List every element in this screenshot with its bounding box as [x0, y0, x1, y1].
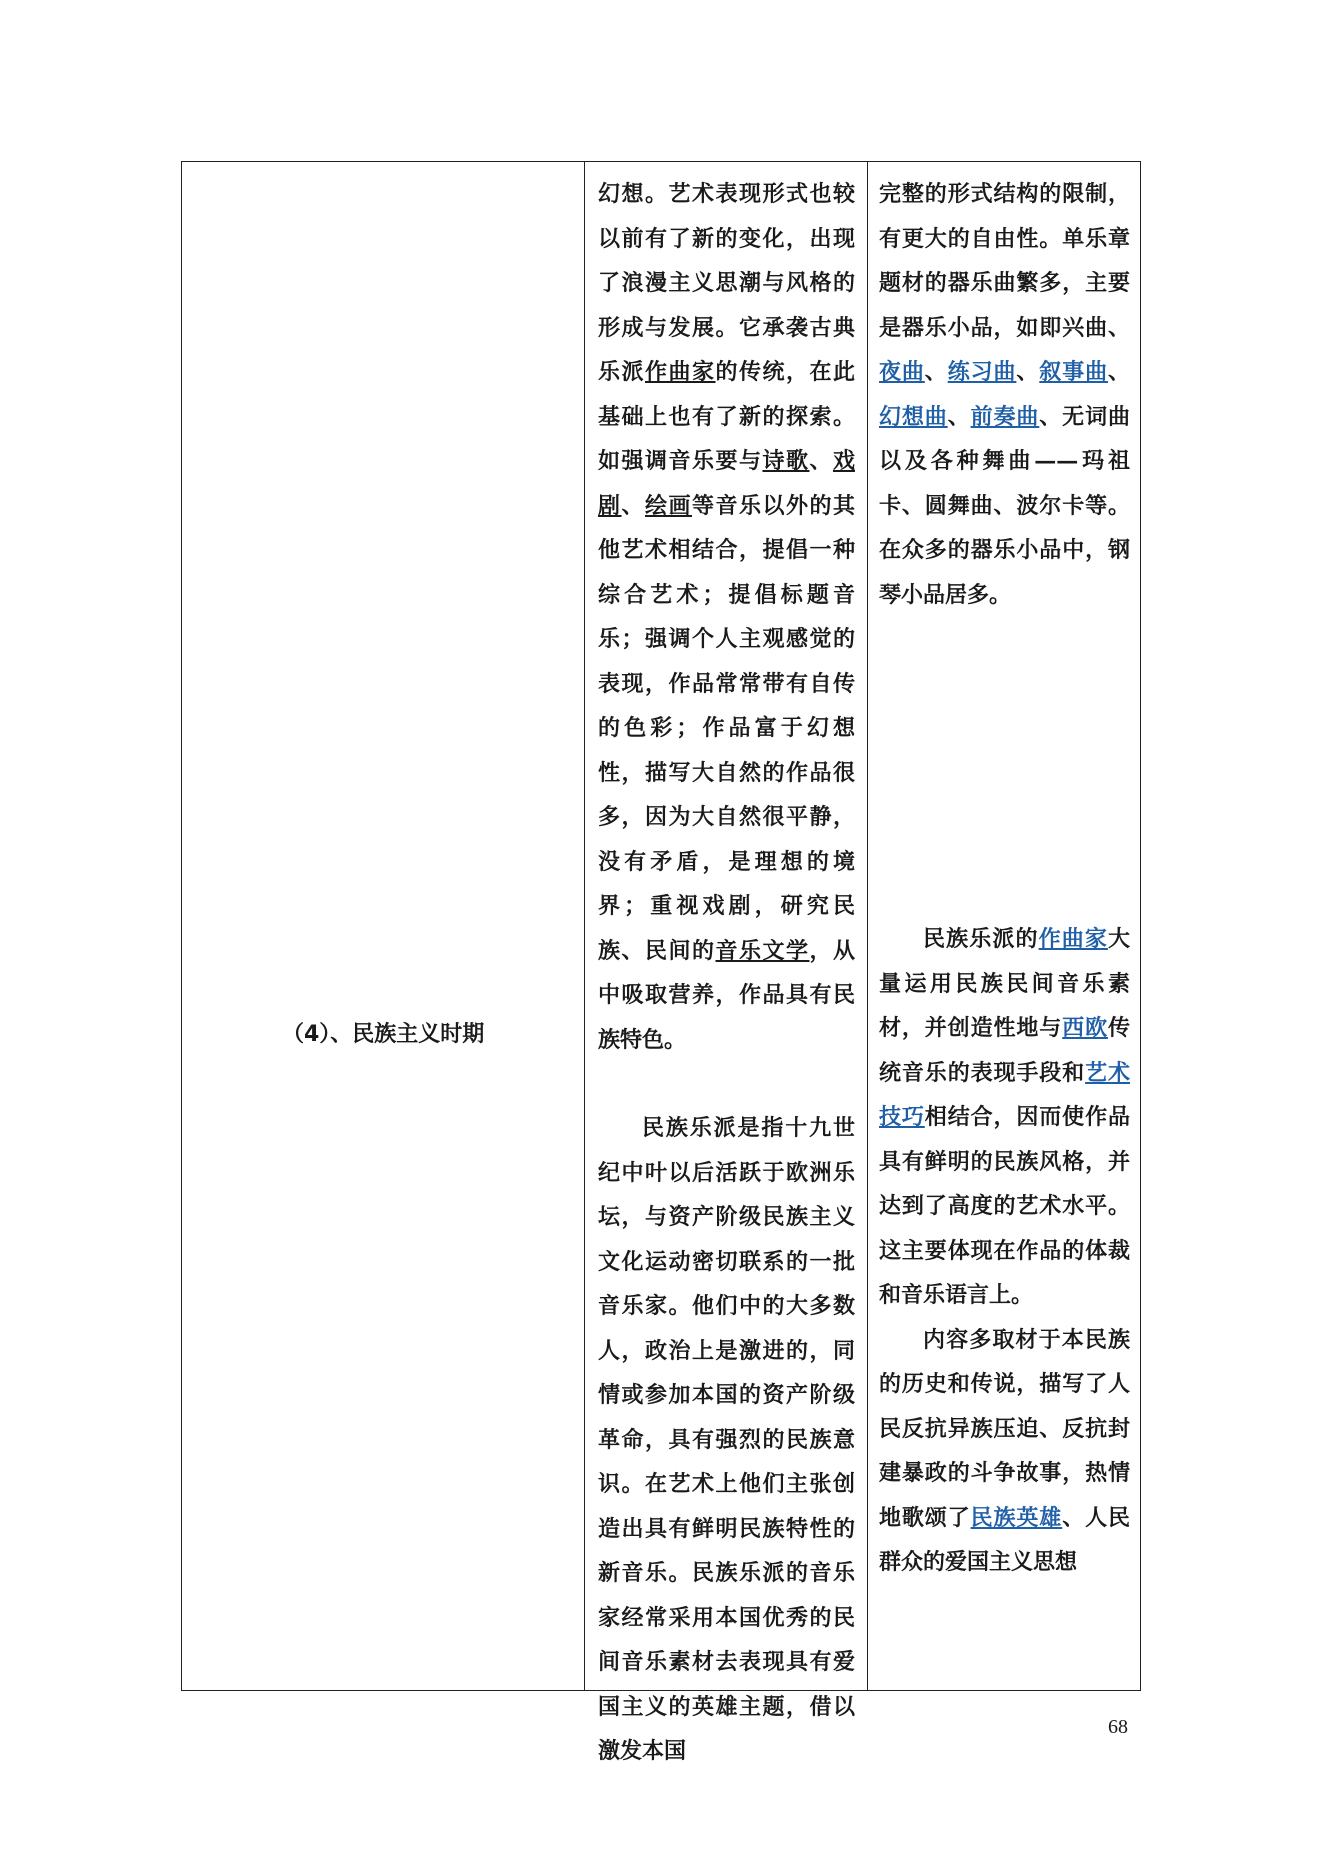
period-label: （4）、民族主义时期: [282, 1022, 485, 1047]
link-artistic-technique[interactable]: 艺术技巧: [879, 1059, 1130, 1130]
link-prelude[interactable]: 前奏曲: [970, 403, 1040, 430]
characteristics-column: [869, 162, 1140, 1690]
column-divider: [584, 162, 585, 1690]
text-segment: 内容多取材于本民族的历史和传说，描写了人民反抗异族压迫、反抗封建暴政的斗争故事，热情地歌颂了: [879, 1326, 1130, 1531]
nationalism-characteristics-p1: [879, 917, 1130, 1318]
page-number: 68: [1108, 1716, 1128, 1738]
text-segment: 完整的形式结构的限制，有更大的自由性。单乐章题材的器乐曲繁多，主要是器乐小品，如即兴曲、: [879, 181, 1130, 341]
nationalism-description: 民族乐派是指十九世纪中叶以后活跃于欧洲乐坛，与资产阶级民族主义文化运动密切联系的一批音乐家。他们中的大多数人，政治上是激进的，同情或参加本国的资产阶级革命，具有强烈的民族意识。在艺术上他们主张创造出具有鲜明民族特性的新音乐。民族乐派的音乐家经常采用本国优秀的民间音乐素材去表现具有爱国主义的英雄主题，借以激发本国: [598, 1115, 855, 1764]
period-column: [182, 162, 584, 1690]
text-segment: 大量运用民族民间音乐素材，并创造性地与: [879, 926, 1130, 1041]
text-segment: 传统音乐的表现手段和: [879, 1015, 1130, 1086]
link-composer[interactable]: 作曲家: [1038, 926, 1108, 952]
text-segment: 、: [621, 492, 645, 519]
link-nocturne[interactable]: 夜曲: [879, 359, 925, 385]
term-drama: 戏剧: [598, 448, 855, 519]
text-segment: 、: [1107, 359, 1130, 385]
term-composer: 作曲家: [645, 359, 716, 385]
text-segment: 、: [809, 448, 833, 474]
text-segment: 、无词曲以及各种舞曲——玛祖卡、圆舞曲、波尔卡等。在众多的器乐小品中，钢琴小品居多。: [879, 403, 1130, 608]
description-column: [586, 162, 867, 1764]
text-segment: ，从中吸取营养，作品具有民族特色。: [598, 937, 855, 1053]
text-segment: 、: [924, 359, 948, 385]
text-segment: 民族乐派的: [923, 926, 1039, 952]
romantic-description: [598, 172, 855, 1062]
text-segment: 、: [947, 403, 971, 430]
link-fantasia[interactable]: 幻想曲: [879, 403, 948, 430]
column-divider: [867, 162, 868, 1690]
term-painting: 绘画: [645, 492, 692, 519]
link-etude[interactable]: 练习曲: [947, 359, 1017, 385]
text-segment: 的传统，在此基础上也有了新的探索。如强调音乐要与: [598, 359, 855, 474]
link-ballade[interactable]: 叙事曲: [1039, 359, 1108, 385]
romantic-characteristics: [879, 172, 1130, 617]
text-segment: 等音乐以外的其他艺术相结合，提倡一种综合艺术；提倡标题音乐；强调个人主观感觉的表现，作品常常带有自传的色彩；作品富于幻想性，描写大自然的作品很多，因为大自然很平静，没有矛盾，是理想的境界；重视戏剧，研究民族、民间的: [598, 492, 855, 964]
link-western-europe[interactable]: 西欧: [1062, 1015, 1108, 1041]
text-segment: 、: [1016, 359, 1040, 385]
text-segment: 相结合，因而使作品具有鲜明的民族风格，并达到了高度的艺术水平。这主要体现在作品的体裁和音乐语言上。: [879, 1104, 1130, 1308]
text-segment: 幻想。艺术表现形式也较以前有了新的变化，出现了浪漫主义思潮与风格的形成与发展。它承袭古典乐派: [598, 181, 855, 385]
term-poetry: 诗歌: [762, 448, 810, 474]
nationalism-characteristics-p2: [879, 1318, 1130, 1585]
link-national-hero[interactable]: 民族英雄: [970, 1504, 1063, 1531]
term-music-literature: 音乐文学: [715, 937, 810, 964]
text-segment: 、人民群众的爱国主义思想: [879, 1504, 1130, 1575]
